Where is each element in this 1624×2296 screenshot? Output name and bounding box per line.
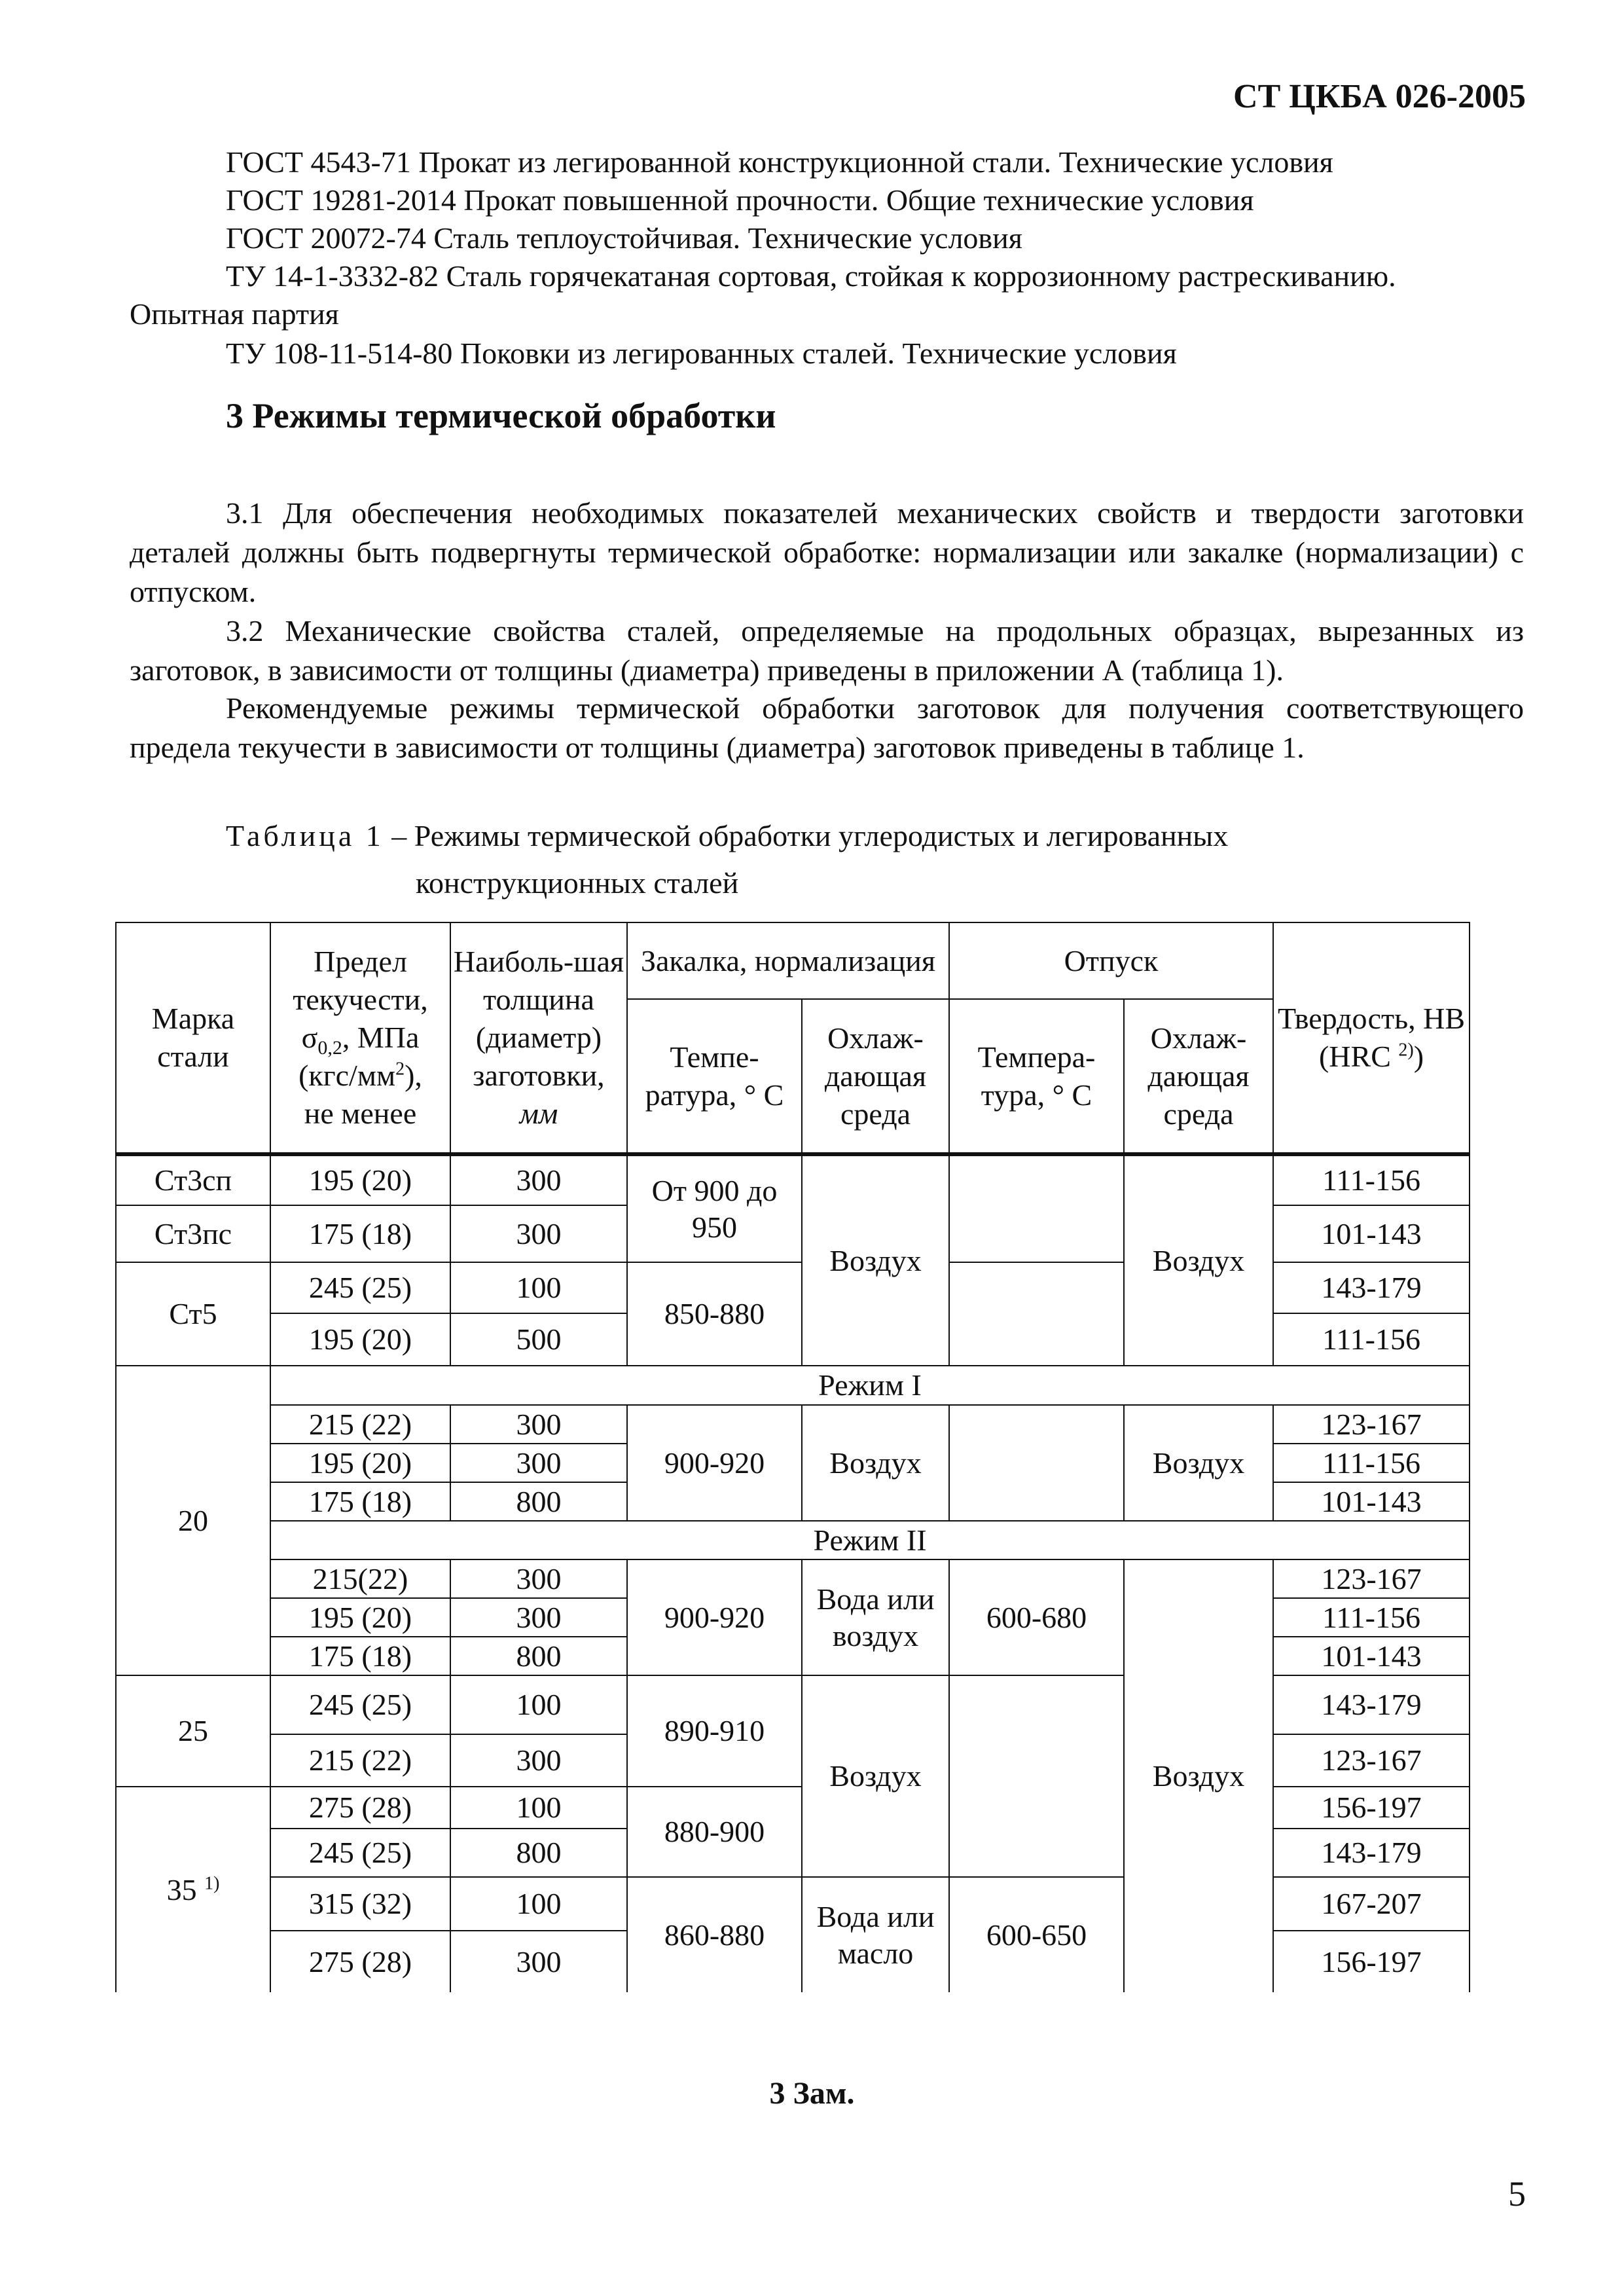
thickness-cell: 100 (450, 1262, 627, 1313)
header-hardness: Твердость, НВ (HRC $^{2)}$) (1273, 922, 1470, 1154)
quench-temperature-cell: 900-920 (627, 1405, 802, 1521)
steel-grade-st3sp: Ст3сп (116, 1156, 270, 1205)
table-caption-label: Таблица 1 (226, 819, 384, 852)
quench-temperature-cell: 900-920 (627, 1559, 802, 1675)
temper-temperature-cell: 600-650 (949, 1877, 1124, 1992)
thickness-cell: 300 (450, 1205, 627, 1262)
yield-cell: 215(22) (270, 1559, 450, 1598)
temper-temperature-cell (949, 1156, 1124, 1262)
thickness-cell: 800 (450, 1829, 627, 1877)
quench-temperature-cell: 890-910 (627, 1675, 802, 1787)
reference-gost-20072: ГОСТ 20072-74 Сталь теплоустойчивая. Технические условия (226, 221, 1022, 255)
hardness-cell: 123-167 (1273, 1405, 1470, 1444)
thickness-cell: 800 (450, 1637, 627, 1675)
yield-cell: 175 (18) (270, 1637, 450, 1675)
thickness-cell: 100 (450, 1877, 627, 1931)
thickness-cell: 300 (450, 1156, 627, 1205)
hardness-cell: 143-179 (1273, 1829, 1470, 1877)
table-caption-text: – Режимы термической обработки углеродистых и легированных (384, 819, 1229, 852)
yield-cell: 215 (22) (270, 1405, 450, 1444)
header-yield-strength: Предел текучести, $\sigma_{0,2}$, МПа $(кгс/мм^2)$, не менее (270, 922, 450, 1154)
temper-medium-cell: Воздух (1124, 1405, 1273, 1521)
paragraph-recommended-modes: Рекомендуемые режимы термической обработки заготовок для получения соответствующего предела текучести в зависимости от толщины (диаметра) заготовок приведены в таблице 1. (130, 691, 1524, 764)
hardness-cell: 143-179 (1273, 1262, 1470, 1313)
thickness-cell: 800 (450, 1482, 627, 1521)
yield-cell: 315 (32) (270, 1877, 450, 1931)
thickness-cell: 300 (450, 1405, 627, 1444)
header-tempering: Отпуск (949, 922, 1273, 999)
quench-medium-cell: Воздух (802, 1405, 949, 1521)
hardness-cell: 143-179 (1273, 1675, 1470, 1734)
quench-temperature-cell: 850-880 (627, 1262, 802, 1366)
header-temper-temperature: Темпера-тура, ° С (949, 999, 1124, 1154)
temper-medium-cell: Воздух (1124, 1156, 1273, 1366)
yield-cell: 215 (22) (270, 1734, 450, 1787)
steel-grade-st3ps: Ст3пс (116, 1205, 270, 1262)
hardness-cell: 111-156 (1273, 1156, 1470, 1205)
steel-grade-20: 20 (116, 1366, 270, 1675)
temper-temperature-cell (949, 1675, 1124, 1877)
thickness-cell: 500 (450, 1313, 627, 1366)
change-note: 3 Зам. (769, 2076, 855, 2111)
steel-grade-25: 25 (116, 1675, 270, 1787)
reference-tu-108-11-514: ТУ 108-11-514-80 Поковки из легированных сталей. Технические условия (226, 337, 1177, 370)
hardness-cell: 111-156 (1273, 1444, 1470, 1482)
heat-treatment-table (115, 922, 1470, 1992)
yield-cell: 275 (28) (270, 1931, 450, 1992)
reference-gost-19281: ГОСТ 19281-2014 Прокат повышенной прочности. Общие технические условия (226, 183, 1254, 217)
reference-tu-14-1-3332-continuation: Опытная партия (130, 297, 339, 331)
yield-cell: 195 (20) (270, 1598, 450, 1637)
thickness-cell: 100 (450, 1787, 627, 1829)
yield-cell: 195 (20) (270, 1156, 450, 1205)
quench-medium-cell: Воздух (802, 1675, 949, 1877)
quench-temperature-cell: 860-880 (627, 1877, 802, 1992)
header-quench-normalization: Закалка, нормализация (627, 922, 949, 999)
yield-cell: 195 (20) (270, 1313, 450, 1366)
thickness-cell: 300 (450, 1598, 627, 1637)
quench-medium-cell: Воздух (802, 1156, 949, 1366)
hardness-cell: 111-156 (1273, 1313, 1470, 1366)
hardness-cell: 123-167 (1273, 1559, 1470, 1598)
header-quench-cooling-medium: Охлаж-дающая среда (802, 999, 949, 1154)
steel-grade-st5: Ст5 (116, 1262, 270, 1366)
thickness-cell: 300 (450, 1931, 627, 1992)
yield-cell: 245 (25) (270, 1262, 450, 1313)
yield-cell: 245 (25) (270, 1829, 450, 1877)
mode-2-label: Режим II (270, 1521, 1470, 1559)
thickness-cell: 300 (450, 1559, 627, 1598)
thickness-cell: 300 (450, 1444, 627, 1482)
hardness-cell: 111-156 (1273, 1598, 1470, 1637)
reference-tu-14-1-3332: ТУ 14-1-3332-82 Сталь горячекатаная сортовая, стойкая к коррозионному растрескиванию. (226, 259, 1396, 293)
thickness-cell: 100 (450, 1675, 627, 1734)
quench-medium-cell: Вода или воздух (802, 1559, 949, 1675)
quench-temperature-cell: От 900 до 950 (627, 1156, 802, 1262)
header-steel-grade: Марка стали (116, 922, 270, 1154)
table-caption-line-2: конструкционных сталей (416, 866, 739, 900)
temper-temperature-cell: 600-680 (949, 1559, 1124, 1675)
section-heading: 3 Режимы термической обработки (226, 396, 776, 435)
quench-temperature-cell: 880-900 (627, 1787, 802, 1877)
temper-temperature-cell (949, 1405, 1124, 1521)
yield-cell: 175 (18) (270, 1482, 450, 1521)
reference-gost-4543: ГОСТ 4543-71 Прокат из легированной конструкционной стали. Технические условия (226, 145, 1333, 179)
steel-grade-35: 35 $^{1)}$ (116, 1787, 270, 1992)
hardness-cell: 101-143 (1273, 1482, 1470, 1521)
paragraph-3-1: 3.1 Для обеспечения необходимых показателей механических свойств и твердости заготовки деталей должны быть подвергнуты термической обработке: нормализации или закалке (нормализации) с отпуском. (130, 496, 1524, 608)
hardness-cell: 101-143 (1273, 1205, 1470, 1262)
page-number: 5 (1508, 2174, 1526, 2214)
yield-cell: 245 (25) (270, 1675, 450, 1734)
hardness-cell: 101-143 (1273, 1637, 1470, 1675)
hardness-cell: 167-207 (1273, 1877, 1470, 1931)
yield-cell: 275 (28) (270, 1787, 450, 1829)
header-max-thickness: Наиболь-шая толщина (диаметр) заготовки, мм (450, 922, 627, 1154)
hardness-cell: 156-197 (1273, 1931, 1470, 1992)
paragraph-3-2: 3.2 Механические свойства сталей, определяемые на продольных образцах, вырезанных из заготовок, в зависимости от толщины (диаметра) приведены в приложении А (таблица 1). (130, 614, 1524, 687)
temper-medium-cell: Воздух (1124, 1559, 1273, 1992)
mode-1-label: Режим I (270, 1366, 1470, 1405)
header-temper-cooling-medium: Охлаж-дающая среда (1124, 999, 1273, 1154)
yield-cell: 195 (20) (270, 1444, 450, 1482)
header-quench-temperature: Темпе-ратура, ° С (627, 999, 802, 1154)
hardness-cell: 156-197 (1273, 1787, 1470, 1829)
table-caption (226, 818, 1228, 853)
yield-cell: 175 (18) (270, 1205, 450, 1262)
document-code: СТ ЦКБА 026-2005 (1233, 78, 1526, 115)
temper-temperature-cell (949, 1262, 1124, 1366)
thickness-cell: 300 (450, 1734, 627, 1787)
quench-medium-cell: Вода или масло (802, 1877, 949, 1992)
hardness-cell: 123-167 (1273, 1734, 1470, 1787)
